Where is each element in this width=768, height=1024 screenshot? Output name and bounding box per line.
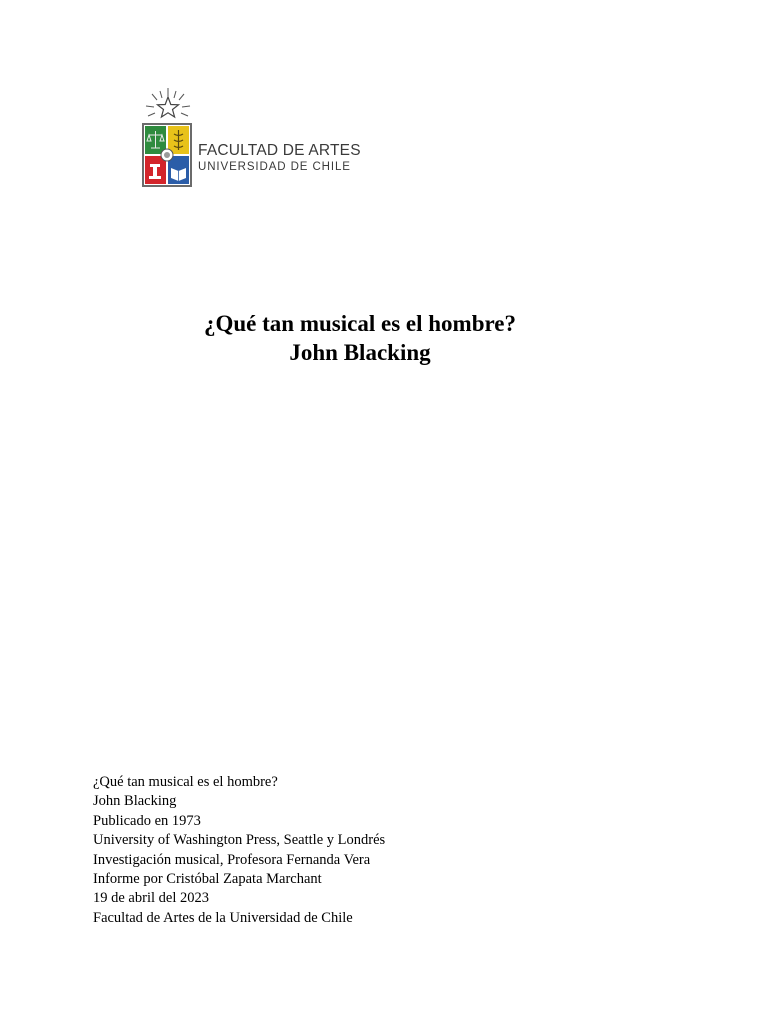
logo-faculty-name: FACULTAD DE ARTES [198, 142, 361, 159]
logo-university-name: UNIVERSIDAD DE CHILE [198, 161, 351, 173]
info-line-report-author: Informe por Cristóbal Zapata Marchant [93, 871, 322, 888]
document-author: John Blacking [289, 340, 431, 365]
cover-heading [0, 309, 720, 367]
info-line-course: Investigación musical, Profesora Fernanda Vera [93, 851, 371, 868]
document-info-block [93, 773, 385, 928]
info-line-author: John Blacking [93, 793, 177, 810]
faculty-logo [140, 86, 361, 190]
university-crest-icon [140, 86, 196, 190]
info-line-institution: Facultad de Artes de la Universidad de Chile [93, 909, 353, 926]
logo-wordmark [198, 142, 361, 174]
document-title: ¿Qué tan musical es el hombre? [204, 311, 516, 336]
info-line-published: Publicado en 1973 [93, 812, 201, 829]
info-line-date: 19 de abril del 2023 [93, 890, 209, 907]
info-line-publisher: University of Washington Press, Seattle y Londrés [93, 832, 386, 849]
info-line-title: ¿Qué tan musical es el hombre? [93, 774, 278, 790]
